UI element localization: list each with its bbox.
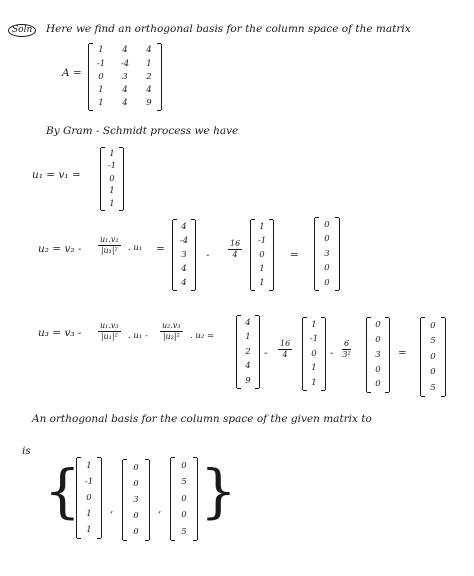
gram-schmidt-heading: By Gram - Schmidt process we have	[46, 125, 239, 137]
u1-lhs: u₁ = v₁ =	[32, 169, 81, 181]
vector-entry: 3	[324, 248, 330, 259]
u3-result-vector	[420, 318, 446, 396]
vector-entry: 9	[245, 375, 251, 386]
solution-label: Soln	[8, 24, 36, 37]
u1-vector	[100, 148, 124, 210]
u2-projection-fraction	[98, 236, 121, 255]
u1-vector-in-u2	[250, 220, 274, 290]
u3-mult-2: . u₂ =	[190, 331, 215, 341]
vector-entry: 5	[430, 336, 436, 347]
vector-entry: 4	[245, 317, 251, 328]
intro-text: Here we find an orthogonal basis for the column space of the matrix	[46, 23, 411, 35]
matrix-a-label: A =	[62, 67, 82, 79]
vector-entry: 1	[259, 263, 265, 274]
vector-entry: 0	[375, 320, 381, 331]
u3-coefficient-1	[278, 340, 292, 359]
u3-minus-2: -	[330, 347, 334, 359]
matrix-a-cell: 4	[122, 98, 128, 109]
basis-vector-3	[170, 458, 198, 540]
vector-entry: 0	[86, 492, 92, 503]
fraction-denominator: 3²	[342, 350, 351, 359]
fraction-denominator: |u₁|²	[100, 332, 118, 341]
vector-entry: 4	[181, 221, 187, 232]
basis-comma-2: ,	[158, 503, 162, 515]
vector-entry: 5	[181, 477, 187, 488]
vector-entry: 0	[430, 351, 436, 362]
vector-entry: 0	[133, 510, 139, 521]
vector-entry: 2	[245, 346, 251, 357]
vector-entry: 1	[311, 319, 317, 330]
vector-entry: 4	[181, 277, 187, 288]
vector-entry: 3	[133, 494, 139, 505]
vector-entry: -1	[107, 161, 117, 172]
u2-minus: -	[206, 249, 210, 261]
fraction-numerator: u₁.v₃	[100, 321, 119, 330]
u2-mult: . u₁	[128, 243, 143, 253]
fraction-numerator: 16	[230, 239, 241, 248]
u2-coefficient	[228, 240, 242, 259]
matrix-a-cell: 2	[146, 71, 152, 82]
vector-entry: 0	[181, 493, 187, 504]
vector-entry: -1	[309, 334, 319, 345]
u3-minus-1: -	[264, 347, 268, 359]
vector-entry: 0	[181, 510, 187, 521]
fraction-denominator: 4	[232, 250, 238, 259]
vector-entry: 1	[311, 377, 317, 388]
vector-entry: 0	[109, 173, 115, 184]
matrix-a-cell: 3	[122, 71, 128, 82]
vector-entry: 1	[259, 221, 265, 232]
u2-equals: =	[156, 243, 165, 255]
u2-equals-2: =	[290, 249, 299, 261]
vector-entry: 1	[109, 186, 115, 197]
vector-entry: 3	[375, 349, 381, 360]
matrix-a-cell: 1	[146, 58, 152, 69]
v2-vector	[172, 220, 196, 290]
vector-entry: 0	[375, 379, 381, 390]
vector-entry: 0	[375, 364, 381, 375]
vector-entry: 0	[259, 249, 265, 260]
vector-entry: 0	[375, 334, 381, 345]
u3-projection-fraction-1	[98, 322, 121, 341]
vector-entry: 5	[430, 382, 436, 393]
vector-entry: 1	[86, 524, 92, 535]
fraction-numerator: u₁.v₂	[100, 235, 119, 244]
v3-vector	[236, 316, 260, 388]
vector-entry: 1	[109, 148, 115, 159]
fraction-numerator: u₂.v₃	[162, 321, 181, 330]
fraction-denominator: |u₂|²	[162, 332, 180, 341]
matrix-a-cell: -4	[120, 58, 130, 69]
vector-entry: -4	[179, 235, 189, 246]
vector-entry: -1	[257, 235, 267, 246]
u2-lhs: u₂ = v₂ -	[38, 243, 82, 255]
vector-entry: 1	[86, 460, 92, 471]
vector-entry: 4	[181, 263, 187, 274]
basis-comma-1: ,	[110, 503, 114, 515]
matrix-a-cell: 4	[146, 84, 152, 95]
vector-entry: 0	[430, 367, 436, 378]
matrix-a-cell: 4	[146, 45, 152, 56]
vector-entry: 4	[245, 361, 251, 372]
fraction-denominator: 4	[282, 350, 288, 359]
u2-result-vector	[314, 218, 340, 290]
matrix-a-cell: 0	[98, 71, 104, 82]
matrix-a-cell: 1	[98, 84, 104, 95]
matrix-a-cell: 1	[98, 45, 104, 56]
vector-entry: 3	[181, 249, 187, 260]
matrix-a-cell: 4	[122, 45, 128, 56]
vector-entry: 0	[133, 462, 139, 473]
u3-lhs: u₃ = v₃ -	[38, 327, 82, 339]
matrix-a	[88, 44, 162, 110]
u3-projection-fraction-2	[160, 322, 183, 341]
conclusion-is: is	[22, 445, 31, 457]
vector-entry: 0	[324, 219, 330, 230]
vector-entry: -1	[84, 476, 94, 487]
basis-vector-2	[122, 460, 150, 540]
matrix-a-cell: -1	[96, 58, 106, 69]
close-brace: }	[200, 457, 237, 525]
vector-entry: 0	[324, 263, 330, 274]
vector-entry: 1	[109, 198, 115, 209]
vector-entry: 1	[245, 332, 251, 343]
vector-entry: 5	[181, 526, 187, 537]
vector-entry: 1	[86, 508, 92, 519]
vector-entry: 0	[324, 277, 330, 288]
u3-mult-1: . u₁ -	[128, 331, 148, 341]
vector-entry: 1	[311, 363, 317, 374]
conclusion-text: An orthogonal basis for the column space of the given matrix to	[32, 413, 372, 425]
vector-entry: 0	[133, 478, 139, 489]
fraction-denominator: |u₁|²	[100, 246, 118, 255]
matrix-a-cell: 1	[98, 98, 104, 109]
fraction-numerator: 6	[344, 339, 350, 348]
open-brace: {	[44, 457, 81, 525]
vector-entry: 0	[324, 234, 330, 245]
u3-equals: =	[398, 347, 407, 359]
vector-entry: 0	[181, 460, 187, 471]
vector-entry: 0	[133, 526, 139, 537]
fraction-numerator: 16	[280, 339, 291, 348]
vector-entry: 0	[311, 348, 317, 359]
vector-entry: 0	[430, 320, 436, 331]
u1-vector-in-u3	[302, 318, 326, 390]
matrix-a-cell: 4	[122, 84, 128, 95]
basis-vector-1	[76, 458, 102, 538]
matrix-a-cell: 9	[146, 98, 152, 109]
u3-coefficient-2	[342, 340, 351, 359]
vector-entry: 1	[259, 277, 265, 288]
u2-vector-in-u3	[366, 318, 390, 392]
